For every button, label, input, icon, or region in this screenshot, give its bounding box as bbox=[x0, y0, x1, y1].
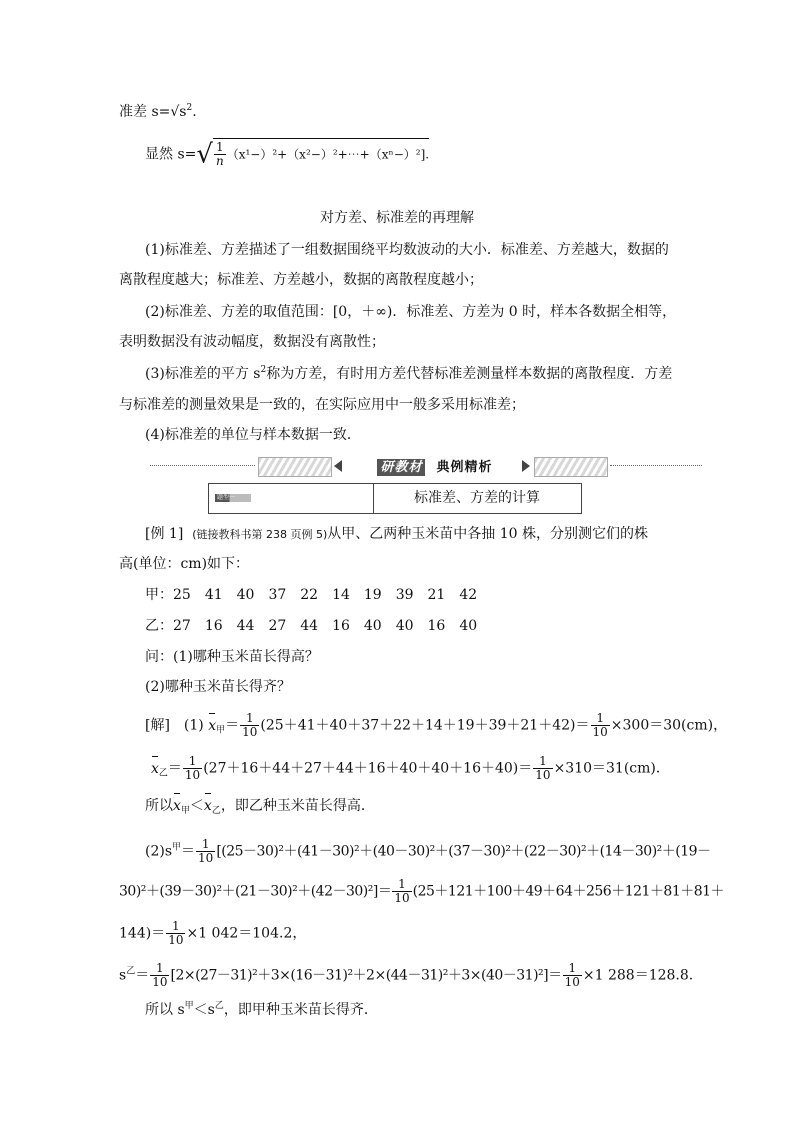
conclusion-1-b: ＜ bbox=[189, 798, 204, 814]
conclusion-1-a: 所以 bbox=[145, 798, 173, 814]
banner-label bbox=[360, 456, 510, 476]
fraction-num: 1 bbox=[214, 141, 226, 155]
data-yi: 乙：27 16 44 27 44 16 40 40 16 40 bbox=[145, 618, 478, 634]
mean-yi-sum: (27＋16＋44＋27＋44＋16＋40＋40＋16＋40)＝ bbox=[203, 760, 533, 777]
var-jia-line-2: 30)²＋(39－30)²＋(21－30)²＋(42－30)²]＝ bbox=[119, 883, 392, 900]
frac-den: 10 bbox=[564, 975, 580, 989]
sqrt-symbol: √ bbox=[196, 139, 213, 170]
example-note: (链接教科书第 238 页例 5) bbox=[192, 528, 328, 541]
section-title: 对方差、标准差的再理解 bbox=[320, 210, 474, 226]
frac-num: 1 bbox=[392, 878, 411, 892]
std-dev-formula: s=√s bbox=[151, 104, 187, 120]
example-text-1: 从甲、乙两种玉米苗中各抽 10 株，分别测它们的株 bbox=[327, 526, 648, 542]
expansion-body: （x¹−）²+（x²−）²+⋯+（xⁿ−）²]. bbox=[226, 147, 430, 162]
frac-den: 10 bbox=[198, 851, 214, 865]
question-2: (2)哪种玉米苗长得齐？ bbox=[145, 679, 291, 695]
xbar-jia: x bbox=[208, 717, 217, 734]
frac-num: 1 bbox=[240, 712, 259, 726]
frac-den: 10 bbox=[242, 725, 258, 739]
banner-label-rest: 典例精析 bbox=[436, 460, 493, 475]
frac-var-yi-2 bbox=[563, 962, 582, 989]
mean-jia-sum: (25＋41＋40＋37＋22＋14＋19＋39＋21＋42)＝ bbox=[260, 717, 590, 734]
point-1b: 离散程度越大；标准差、方差越小，数据的离散程度越小； bbox=[119, 272, 483, 288]
banner-label-boxed: 研教材 bbox=[377, 459, 425, 476]
point-3b: 与标准差的测量效果是一致的，在实际应用中一般多采用标准差； bbox=[119, 397, 525, 413]
frac-den: 10 bbox=[184, 768, 201, 782]
topic-tag: 题型一 bbox=[215, 494, 251, 502]
point-3a-end: 称为方差，有时用方差代替标准差测量样本数据的离散程度．方差 bbox=[266, 366, 673, 382]
conclusion-2-sup-yi: 乙 bbox=[214, 1001, 224, 1011]
std-dev-sup: 2 bbox=[186, 103, 193, 113]
expansion-prefix: 显然 s= bbox=[145, 146, 197, 163]
point-2a: (2)标准差、方差的取值范围：[0，＋∞)．标准差、方差为 0 时，样本各数据全相等， bbox=[145, 304, 677, 320]
frac-den: 10 bbox=[394, 891, 410, 905]
var-jia-line-4a: 144)＝ bbox=[119, 925, 166, 942]
conclusion-1-c: ，即乙种玉米苗长得高． bbox=[220, 798, 375, 814]
solution-head: [解] (1) bbox=[145, 717, 204, 734]
variance-yi: $s^乙=$ $\frac{1}{10}$ [2×(27－31)²＋3×(16－31)²＋2×(44－31)²＋3×(40－31)²]＝ $\frac{1}{10}$ ×1 288＝128.8. bbox=[119, 961, 694, 989]
xbar-jia-sub: 甲 bbox=[216, 725, 226, 736]
var-yi-head: s bbox=[119, 967, 127, 984]
banner-dots-right bbox=[610, 465, 702, 466]
mean-yi: $x_乙=$ $\frac{1}{10}$ (27＋16＋44＋27＋44＋16＋40＋40＋16＋40)＝ $\frac{1}{10}$ ×310＝31(cm)． bbox=[151, 754, 670, 782]
expansion-fraction bbox=[214, 141, 226, 168]
topic-table bbox=[208, 483, 582, 514]
var-jia-line-1: [(25－30)²＋(41－30)²＋(40－30)²＋(37－30)²＋(22－30)²＋(14－30)²＋(19－ bbox=[216, 843, 711, 860]
frac-num: 1 bbox=[533, 755, 552, 769]
var-yi-result: ×1 288＝128.8. bbox=[582, 967, 694, 984]
frac-num: 1 bbox=[166, 920, 185, 934]
xbar-jia-2-sub: 甲 bbox=[180, 806, 190, 816]
example-tag: [例 1] bbox=[145, 526, 184, 542]
frac-den: 10 bbox=[168, 933, 184, 947]
conclusion-2-a: 所以 s bbox=[145, 1002, 185, 1018]
std-dev-prefix: 准差 bbox=[119, 104, 152, 120]
sqrt-body bbox=[213, 138, 429, 168]
conclusion-2-sup-jia: 甲 bbox=[184, 1001, 194, 1011]
std-dev-definition bbox=[119, 102, 197, 122]
mean-jia: [解] (1) $x_甲=$ $\frac{1}{10}$ (25＋41＋40＋37＋22＋14＋19＋39＋21＋42)＝ $\frac{1}{10}$ ×300＝30(cm)， bbox=[145, 711, 728, 739]
xbar-jia-2: x bbox=[173, 798, 181, 814]
banner-bar-left bbox=[258, 457, 332, 477]
point-2b: 表明数据没有波动幅度，数据没有离散性； bbox=[119, 334, 385, 350]
std-dev-expansion bbox=[145, 138, 429, 168]
conclusion-2-b: ＜s bbox=[193, 1002, 215, 1018]
frac-den: 10 bbox=[152, 975, 168, 989]
variance-jia-3 bbox=[119, 920, 306, 947]
frac-num: 1 bbox=[591, 712, 610, 726]
frac-var-jia bbox=[196, 838, 215, 865]
var-yi-body: [2×(27－31)²＋3×(16－31)²＋2×(44－31)²＋3×(40－31)²]＝ bbox=[170, 967, 562, 984]
conclusion-2-c: ，即甲种玉米苗长得齐． bbox=[223, 1002, 378, 1018]
question-1: 问：(1)哪种玉米苗长得高？ bbox=[145, 649, 319, 665]
topic-title: 标准差、方差的计算 bbox=[414, 490, 540, 506]
banner-bar-right bbox=[534, 457, 608, 477]
data-jia: 甲：25 41 40 37 22 14 19 39 21 42 bbox=[145, 587, 478, 603]
var-jia-line-4b: ×1 042＝104.2， bbox=[186, 925, 307, 942]
example-line-2: 高(单位：cm)如下： bbox=[119, 556, 250, 572]
frac-num: 1 bbox=[196, 838, 215, 852]
banner-dots-left bbox=[150, 465, 255, 466]
banner-arrow-left-icon bbox=[334, 460, 342, 472]
frac-num: 1 bbox=[563, 962, 582, 976]
point-3a-sup: 2 bbox=[260, 365, 267, 375]
topic-tag-cell bbox=[209, 484, 374, 513]
var-jia-sup: 甲 bbox=[172, 842, 182, 853]
xbar-yi-2: x bbox=[203, 798, 212, 814]
frac-num: 1 bbox=[183, 755, 202, 769]
var-yi-sup: 乙 bbox=[126, 966, 136, 977]
frac-num: 1 bbox=[150, 962, 169, 976]
frac-var-jia-3 bbox=[166, 920, 185, 947]
point-4: (4)标准差的单位与样本数据一致． bbox=[145, 427, 361, 443]
conclusion-1 bbox=[145, 796, 375, 816]
var-jia-head: (2)s bbox=[145, 843, 173, 860]
frac-var-yi bbox=[150, 962, 169, 989]
point-3a bbox=[145, 364, 672, 384]
xbar-yi-2-sub: 乙 bbox=[211, 806, 221, 816]
frac-mean-jia bbox=[240, 712, 259, 739]
xbar-yi: x bbox=[151, 760, 159, 777]
conclusion-2 bbox=[145, 1000, 378, 1020]
mean-jia-result: ×300＝30(cm)， bbox=[610, 717, 728, 734]
frac-mean-yi-2 bbox=[533, 755, 552, 782]
variance-jia-2 bbox=[119, 878, 724, 905]
var-jia-line-3: (25＋121＋100＋49＋64＋256＋121＋81＋81＋ bbox=[412, 883, 725, 900]
frac-mean-yi bbox=[183, 755, 202, 782]
example-line-1 bbox=[145, 524, 648, 545]
point-1a: (1)标准差、方差描述了一组数据围绕平均数波动的大小．标准差、方差越大，数据的 bbox=[145, 242, 669, 258]
variance-jia-1: $(2)s^甲=$ $\frac{1}{10}$ [(25－30)²＋(41－30)²＋(40－30)²＋(37－30)²＋(22－30)²＋(14－30)²＋(19－ bbox=[145, 837, 711, 865]
section-banner bbox=[150, 456, 702, 476]
mean-yi-result: ×310＝31(cm)． bbox=[553, 760, 670, 777]
xbar-yi-sub: 乙 bbox=[158, 768, 168, 779]
fraction-den: n bbox=[215, 154, 224, 168]
frac-var-jia-2 bbox=[392, 878, 411, 905]
frac-mean-jia-2 bbox=[591, 712, 610, 739]
banner-arrow-right-icon bbox=[522, 460, 530, 472]
point-3a-start: (3)标准差的平方 s bbox=[145, 366, 261, 382]
frac-den: 10 bbox=[535, 768, 551, 782]
std-dev-end: . bbox=[192, 104, 197, 120]
frac-den: 10 bbox=[592, 725, 608, 739]
